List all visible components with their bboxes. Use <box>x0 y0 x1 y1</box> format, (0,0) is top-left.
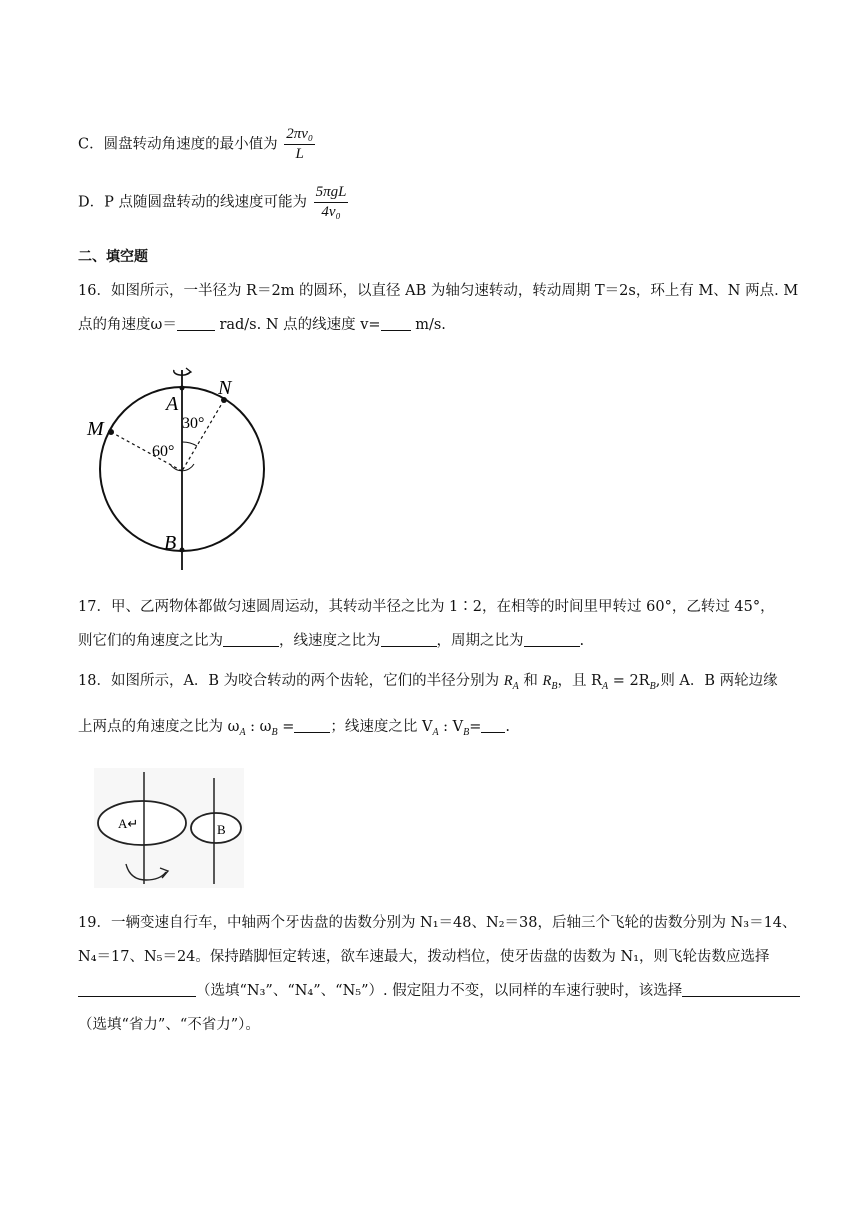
q19-line3 <box>78 980 800 1002</box>
option-c-numerator: 2πv₀ <box>284 126 315 145</box>
gear-b-label: B <box>217 822 226 837</box>
q18-blank-1[interactable] <box>294 717 330 733</box>
q19-line4: （选填“省力”、“不省力”）。 <box>78 1017 260 1033</box>
q18-and: 和 <box>518 673 543 689</box>
q19-line1: 19．一辆变速自行车，中轴两个牙齿盘的齿数分别为 N₁＝48、N₂＝38，后轴三个飞轮的齿数分别为 N₃＝14、 <box>78 915 797 931</box>
q19-line2: N₄＝17、N₅＝24。保持踏脚恒定转速，欲车速最大，拨动档位，使牙齿盘的齿数为 N₁，则飞轮齿数应选择 <box>78 949 770 965</box>
q18-text-j: = <box>469 719 482 735</box>
q16-text-b: rad/s. N 点的线速度 v= <box>219 317 381 333</box>
label-60: 60° <box>152 443 175 460</box>
label-m: M <box>87 418 104 440</box>
q18-text-i: : V <box>438 719 464 735</box>
q16-blank-1[interactable] <box>177 315 215 331</box>
q19-text-a: （选填“N₃”、“N₄”、“N₅”）. 假定阻力不变，以同样的车速行驶时，该选择 <box>196 983 683 999</box>
option-d-text: D．P 点随圆盘转动的线速度可能为 <box>78 194 307 211</box>
q18-ra-sub: A <box>512 680 519 692</box>
q18-sub-b1: B <box>649 680 656 692</box>
q18-rb-sub: B <box>551 680 558 692</box>
q18-ra: R <box>503 673 513 689</box>
option-d-denominator: 4v₀ <box>321 204 341 220</box>
q16-text-a: 点的角速度ω＝ <box>78 317 177 333</box>
q18-sub-b2: B <box>271 726 278 738</box>
q18-text-f: : ω <box>245 719 272 735</box>
q18-sub-b3: B <box>463 726 470 738</box>
label-a: A <box>166 393 179 415</box>
q18-text-h: ；线速度之比 V <box>330 719 433 735</box>
gear-a-label: A↵ <box>118 816 139 831</box>
q19-blank-1[interactable] <box>78 981 196 997</box>
q18-sub-a1: A <box>601 680 609 692</box>
q17-text-d: . <box>579 633 585 649</box>
q17-text-b: ，线速度之比为 <box>279 633 381 649</box>
q18-text-d: ,则 A．B 两轮边缘 <box>655 673 778 689</box>
q17-blank-1[interactable] <box>223 631 279 647</box>
q16-ring-figure <box>82 360 282 575</box>
option-d-fraction <box>314 184 349 221</box>
q17-line1: 17．甲、乙两物体都做匀速圆周运动，其转动半径之比为 1∶2，在相等的时间里甲转过 60°，乙转过 45°， <box>78 599 775 615</box>
option-d <box>78 184 348 221</box>
label-n: N <box>218 377 232 399</box>
q18-sub-a2: A <box>239 726 246 738</box>
q16-blank-2[interactable] <box>381 315 411 331</box>
q18-text-c: = 2R <box>608 673 650 689</box>
option-c-denominator: L <box>295 146 304 162</box>
q16-text-c: m/s. <box>415 317 446 333</box>
option-c <box>78 126 315 163</box>
q18-text-a: 18．如图所示，A．B 为咬合转动的两个齿轮，它们的半径分别为 <box>78 673 504 689</box>
option-c-text: C．圆盘转动角速度的最小值为 <box>78 136 278 153</box>
q18-text-g: = <box>277 719 295 735</box>
q18-line2 <box>78 716 510 744</box>
q17-blank-3[interactable] <box>524 631 580 647</box>
label-b: B <box>164 532 177 554</box>
q16-line1: 16．如图所示，一半径为 R＝2m 的圆环，以直径 AB 为轴匀速转动，转动周期 T＝2s，环上有 M、N 两点. M <box>78 283 799 299</box>
q18-rb: R <box>542 673 552 689</box>
option-d-numerator: 5πgL <box>314 184 349 203</box>
q19-blank-2[interactable] <box>682 981 800 997</box>
q18-blank-2[interactable] <box>481 717 505 733</box>
q16-line2 <box>78 314 446 336</box>
q18-text-b: ，且 R <box>557 673 602 689</box>
section-heading: 二、填空题 <box>78 249 148 265</box>
q18-line1 <box>78 670 778 698</box>
q17-text-a: 则它们的角速度之比为 <box>78 633 223 649</box>
q17-text-c: ，周期之比为 <box>436 633 524 649</box>
q17-line2 <box>78 630 584 652</box>
label-30: 30° <box>182 415 205 432</box>
option-c-fraction <box>284 126 315 163</box>
q18-gears-figure <box>94 768 244 888</box>
q18-text-e: 上两点的角速度之比为 ω <box>78 719 240 735</box>
q18-sub-a3: A <box>432 726 439 738</box>
q18-text-k: . <box>505 719 511 735</box>
q17-blank-2[interactable] <box>381 631 437 647</box>
